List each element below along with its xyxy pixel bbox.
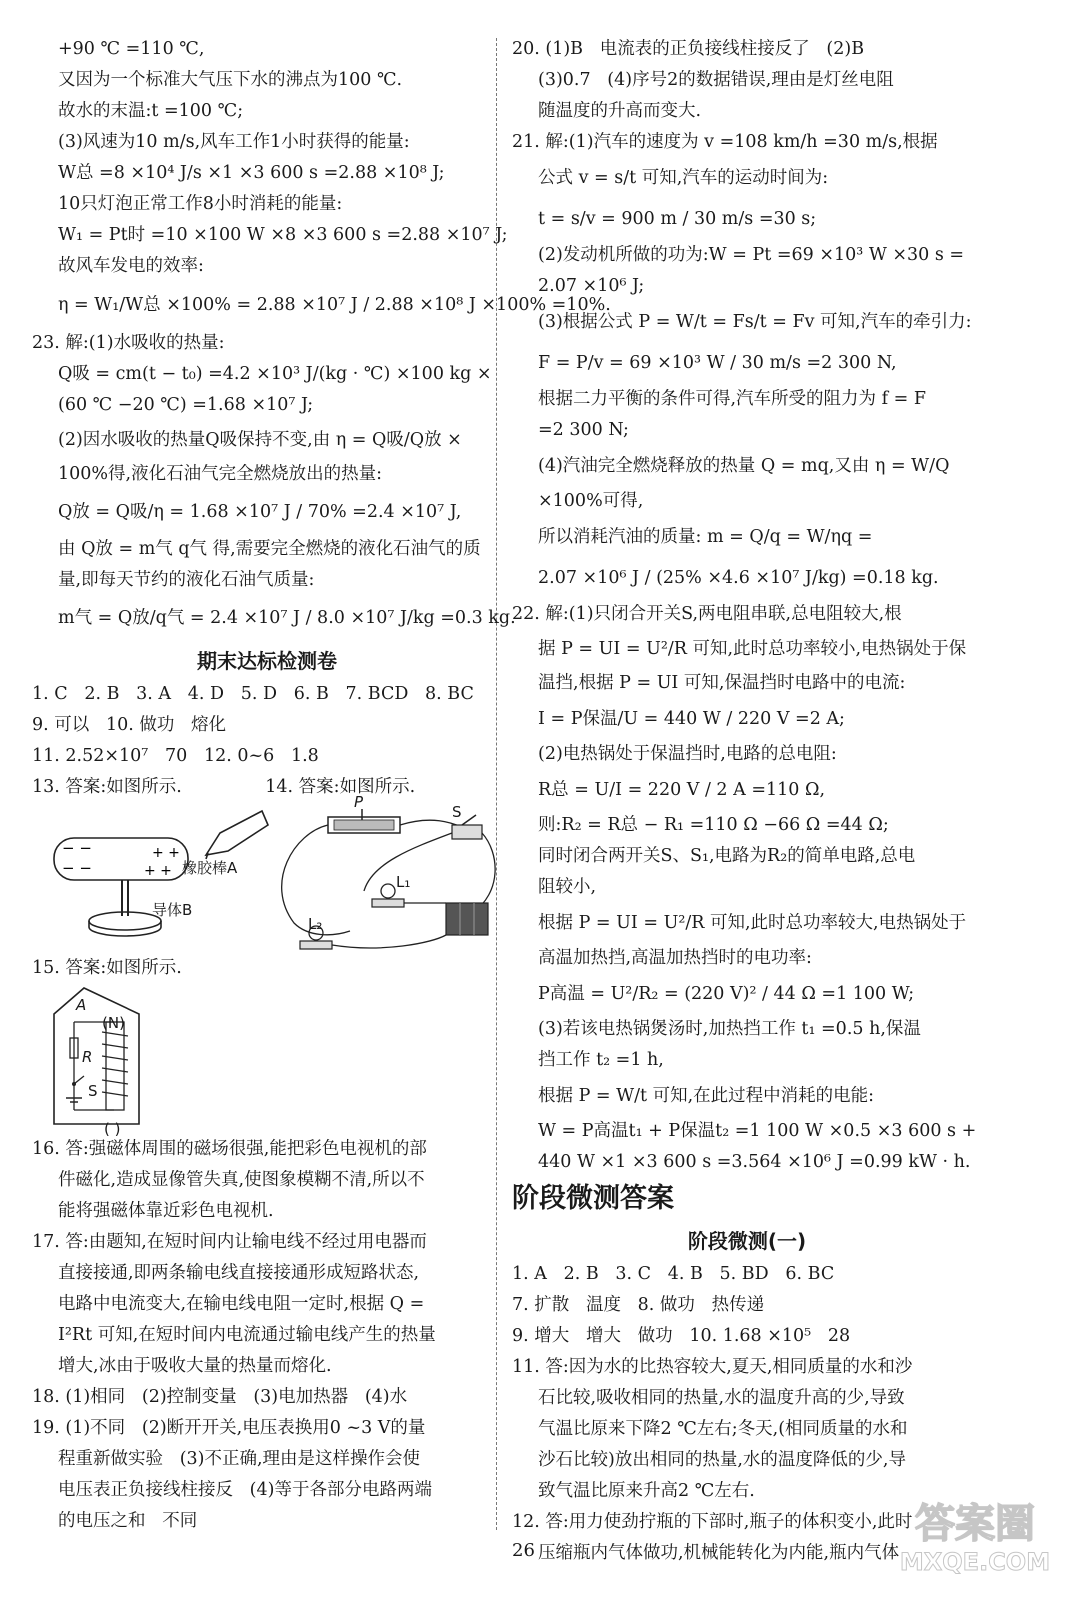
fig13-label-rod: 橡胶棒A — [182, 859, 238, 877]
text-line: 根据 P = UI = U²/R 可知,此时总功率较大,电热锅处于 — [538, 913, 967, 933]
text-line: 2.07 ×10⁶ J; — [538, 276, 645, 296]
fig14-label-p: P — [354, 793, 364, 811]
question-22: 22. 解:(1)只闭合开关S,两电阻串联,总电阻较大,根 — [512, 604, 902, 624]
text-line: 挡工作 t₂ =1 h, — [538, 1050, 664, 1070]
text-line: 电压表正负接线柱接反 (4)等于各部分电路两端 — [58, 1480, 432, 1500]
fig13-diagram — [32, 803, 502, 953]
text-line: (2)发动机所做的功为:W = Pt =69 ×10³ W ×30 s = — [538, 245, 965, 265]
svg-text:+ +: + + — [144, 863, 172, 879]
text-line: 17. 答:由题知,在短时间内让输电线不经过用电器而 — [32, 1232, 427, 1252]
text-line: 沙石比较)放出相同的热量,水的温度降低的少,导 — [538, 1450, 906, 1470]
text-line: 的电压之和 不同 — [58, 1511, 198, 1531]
text-line: (3)若该电热锅煲汤时,加热挡工作 t₁ =0.5 h,保温 — [538, 1019, 921, 1039]
answer-line: 11. 2.52×10⁷ 70 12. 0~6 1.8 — [32, 746, 319, 766]
text-line: 高温加热挡,高温加热挡时的电功率: — [538, 948, 812, 968]
text-line: 故风车发电的效率: — [58, 256, 204, 276]
text-line: 增大,冰由于吸收大量的热量而熔化. — [58, 1356, 332, 1376]
text-line: 直接接通,即两条输电线直接接通形成短路状态, — [58, 1263, 420, 1283]
fig14-label-l2: L₂ — [308, 915, 323, 933]
fig14-label-s: S — [452, 803, 462, 821]
text-line: (4)汽油完全燃烧释放的热量 Q = mq,又由 η = W/Q — [538, 456, 950, 476]
text-line: (3)根据公式 P = W/t = Fs/t = Fv 可知,汽车的牵引力: — [538, 312, 972, 332]
text-line: (3)0.7 (4)序号2的数据错误,理由是灯丝电阻 — [538, 70, 894, 90]
text-line: 气温比原来下降2 ℃左右;冬天,(相同质量的水和 — [538, 1419, 908, 1439]
text-line: 根据 P = W/t 可知,在此过程中消耗的电能: — [538, 1086, 875, 1106]
answer-line: 13. 答案:如图所示. 14. 答案:如图所示. — [32, 777, 416, 797]
text-line: 100%得,液化石油气完全燃烧放出的热量: — [58, 464, 382, 484]
text-line: 故水的末温:t =100 ℃; — [58, 101, 244, 121]
svg-text:− −: − − — [62, 839, 92, 857]
fig14-label-l1: L₁ — [396, 873, 411, 891]
formula-line: F = P/v = 69 ×10³ W / 30 m/s =2 300 N, — [538, 353, 897, 373]
section-title-stage-test: 阶段微测(一) — [687, 1229, 807, 1253]
figures-13-14 — [32, 793, 502, 953]
text-line: 量,即每天节约的液化石油气质量: — [58, 570, 315, 590]
answer-line: 11. 答:因为水的比热容较大,夏天,相同质量的水和沙 — [512, 1357, 913, 1377]
formula-line: Q放 = Q吸/η = 1.68 ×10⁷ J / 70% =2.4 ×10⁷ J, — [58, 502, 462, 522]
text-line: +90 ℃ =110 ℃, — [58, 39, 205, 59]
watermark-text: 答案圈 — [915, 1501, 1035, 1547]
text-line: 10只灯泡正常工作8小时消耗的能量: — [58, 194, 343, 214]
text-line: 公式 v = s/t 可知,汽车的运动时间为: — [538, 168, 829, 188]
text-line: 19. (1)不同 (2)断开开关,电压表换用0 ~3 V的量 — [32, 1418, 426, 1438]
text-line: 能将强磁体靠近彩色电视机. — [58, 1201, 274, 1221]
answer-line: 9. 可以 10. 做功 熔化 — [32, 715, 227, 735]
answer-line: 1. A 2. B 3. C 4. B 5. BD 6. BC — [512, 1264, 835, 1284]
text-line: 石比较,吸收相同的热量,水的温度升高的少,导致 — [538, 1388, 905, 1408]
question-20: 20. (1)B 电流表的正负接线柱接反了 (2)B — [512, 39, 865, 59]
answer-line: 9. 增大 增大 做功 10. 1.68 ×10⁵ 28 — [512, 1326, 851, 1346]
text-line: Q吸 = cm(t − t₀) =4.2 ×10³ J/(kg · ℃) ×100 kg × — [58, 364, 492, 384]
question-21: 21. 解:(1)汽车的速度为 v =108 km/h =30 m/s,根据 — [512, 132, 938, 152]
text-line: 则:R₂ = R总 − R₁ =110 Ω −66 Ω =44 Ω; — [538, 815, 889, 835]
text-line: W总 =8 ×10⁴ J/s ×1 ×3 600 s =2.88 ×10⁸ J; — [58, 163, 445, 183]
right-column — [512, 34, 982, 1569]
formula-line: η = W₁/W总 ×100% = 2.88 ×10⁷ J / 2.88 ×10⁸ J ×100% =10%. — [58, 295, 611, 315]
text-line: 440 W ×1 ×3 600 s =3.564 ×10⁶ J =0.99 kW · h. — [538, 1152, 971, 1172]
formula-line: R总 = U/I = 220 V / 2 A =110 Ω, — [538, 780, 826, 800]
text-line: 所以消耗汽油的质量: m = Q/q = W/ηq = — [538, 527, 873, 547]
text-line: 压缩瓶内气体做功,机械能转化为内能,瓶内气体 — [538, 1543, 900, 1563]
figure-15 — [32, 984, 502, 1138]
svg-text:+ +: + + — [152, 845, 180, 861]
text-line: (60 ℃ −20 ℃) =1.68 ×10⁷ J; — [58, 395, 314, 415]
question-23-header: 23. 解:(1)水吸收的热量: — [32, 333, 225, 353]
fig15-label-s: S — [88, 1082, 98, 1100]
formula-line: t = s/v = 900 m / 30 m/s =30 s; — [538, 209, 817, 229]
text-line: 温挡,根据 P = UI 可知,保温挡时电路中的电流: — [538, 673, 906, 693]
svg-text:− −: − − — [62, 859, 92, 877]
text-line: ×100%可得, — [538, 491, 644, 511]
answer-line: 1. C 2. B 3. A 4. D 5. D 6. B 7. BCD 8. BC — [32, 684, 474, 704]
text-line: 件磁化,造成显像管失真,使图象模糊不清,所以不 — [58, 1170, 425, 1190]
formula-line: I = P保温/U = 440 W / 220 V =2 A; — [538, 709, 845, 729]
answer-line: 7. 扩散 温度 8. 做功 热传递 — [512, 1295, 765, 1315]
text-line: W = P高温t₁ + P保温t₂ =1 100 W ×0.5 ×3 600 s + — [538, 1121, 977, 1141]
fig13-label-conductor: 导体B — [152, 901, 193, 919]
text-line: 由 Q放 = m气 q气 得,需要完全燃烧的液化石油气的质 — [58, 539, 481, 559]
fig15-label-a: A — [76, 996, 87, 1014]
text-line: (2)因水吸收的热量Q吸保持不变,由 η = Q吸/Q放 × — [58, 430, 462, 450]
text-line: 程重新做实验 (3)不正确,理由是这样操作会使 — [58, 1449, 421, 1469]
answer-line: 12. 答:用力使劲拧瓶的下部时,瓶子的体积变小,此时 — [512, 1512, 913, 1532]
section-title-final-exam: 期末达标检测卷 — [197, 649, 337, 673]
text-line: W₁ = Pt时 =10 ×100 W ×8 ×3 600 s =2.88 ×10⁷ J; — [58, 225, 508, 245]
formula-line: P高温 = U²/R₂ = (220 V)² / 44 Ω =1 100 W; — [538, 984, 915, 1004]
text-line: 随温度的升高而变大. — [538, 101, 702, 121]
fig15-label-paren: ( ) — [104, 1120, 121, 1138]
page-number: 26 — [512, 1540, 535, 1561]
text-line: 据 P = UI = U²/R 可知,此时总功率较小,电热锅处于保 — [538, 639, 967, 659]
text-line: 又因为一个标准大气压下水的沸点为100 ℃. — [58, 70, 403, 90]
watermark-url: MXQE.COM — [899, 1548, 1051, 1576]
formula-line: m气 = Q放/q气 = 2.4 ×10⁷ J / 8.0 ×10⁷ J/kg =0.3 kg. — [58, 608, 516, 628]
text-line: I²Rt 可知,在短时间内电流通过输电线产生的热量 — [58, 1325, 436, 1345]
formula-line: 2.07 ×10⁶ J / (25% ×4.6 ×10⁷ J/kg) =0.18 kg. — [538, 568, 939, 588]
big-section-title: 阶段微测答案 — [512, 1183, 674, 1214]
text-line: =2 300 N; — [538, 420, 629, 440]
text-line: (2)电热锅处于保温挡时,电路的总电阻: — [538, 744, 837, 764]
watermark-logo — [880, 1500, 1070, 1595]
fig15-label-r: R — [82, 1048, 93, 1066]
fig15-label-n: (N) — [102, 1014, 125, 1032]
text-line: 致气温比原来升高2 ℃左右. — [538, 1481, 755, 1501]
text-line: 根据二力平衡的条件可得,汽车所受的阻力为 f = F — [538, 389, 927, 409]
text-line: 电路中电流变大,在输电线电阻一定时,根据 Q = — [58, 1294, 425, 1314]
text-line: 阻较小, — [538, 877, 597, 897]
answer-line: 15. 答案:如图所示. — [32, 958, 182, 978]
text-line: 同时闭合两开关S、S₁,电路为R₂的简单电路,总电 — [538, 846, 916, 866]
text-line: (3)风速为10 m/s,风车工作1小时获得的能量: — [58, 132, 410, 152]
text-line: 16. 答:强磁体周围的磁场很强,能把彩色电视机的部 — [32, 1139, 427, 1159]
text-line: 18. (1)相同 (2)控制变量 (3)电加热器 (4)水 — [32, 1387, 408, 1407]
fig15-diagram — [44, 984, 244, 1134]
